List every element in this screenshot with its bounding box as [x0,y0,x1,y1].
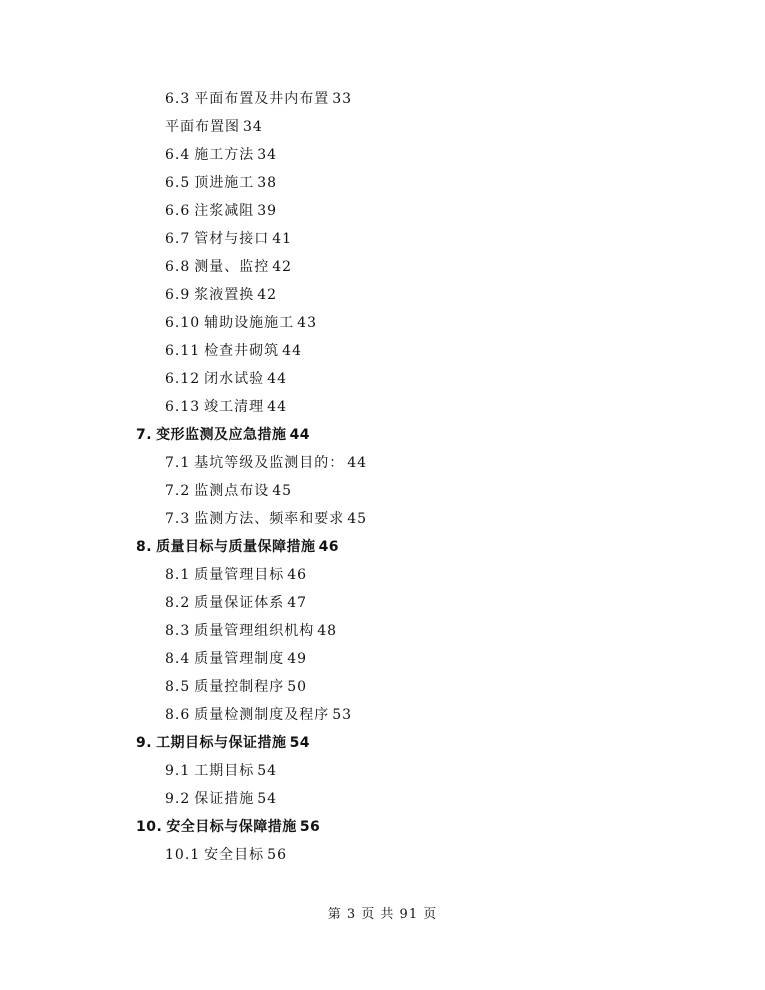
toc-entry-number: 6.9 [165,287,191,303]
toc-entry-title: 平面布置图 [165,119,240,135]
toc-entry-number: 6.5 [165,175,191,191]
toc-entry-number: 8.2 [165,595,191,611]
toc-entry-number: 7.1 [165,455,191,471]
toc-entry-number: 8.1 [165,567,191,583]
toc-entry-number: 9.2 [165,791,191,807]
toc-entry-number: 7.3 [165,511,191,527]
toc-section-entry[interactable] [165,147,277,163]
toc-entry-number: 8.6 [165,707,191,723]
toc-section-entry[interactable] [165,343,302,359]
toc-entry-title: 竣工清理 [204,399,265,415]
toc-section-entry[interactable] [165,483,292,499]
toc-entry-number: 10. [136,819,163,835]
toc-entry-number: 6.3 [165,91,191,107]
toc-section-entry[interactable] [165,763,277,779]
toc-section-entry[interactable] [165,371,287,387]
toc-entry-page-number: 39 [257,203,278,219]
toc-entry-page-number: 38 [257,175,278,191]
toc-entry-title: 质量管理目标 [194,567,285,583]
toc-section-entry[interactable] [165,651,307,667]
toc-entry-page-number: 56 [299,819,321,835]
toc-entry-title: 质量管理制度 [194,651,285,667]
toc-entry-page-number: 45 [272,483,293,499]
toc-entry-title: 管材与接口 [194,231,270,247]
toc-entry-title: 监测方法、频率和要求 [194,511,345,527]
toc-entry-number: 8.5 [165,679,191,695]
toc-entry-page-number: 54 [257,763,278,779]
toc-entry-number: 6.4 [165,147,191,163]
toc-entry-page-number: 49 [287,651,308,667]
toc-entry-page-number: 54 [257,791,278,807]
toc-entry-title: 施工方法 [194,147,255,163]
toc-section-entry[interactable] [165,231,292,247]
toc-entry-number: 6.7 [165,231,191,247]
toc-entry-title: 工期目标与保证措施 [156,735,287,751]
toc-entry-page-number: 34 [243,119,263,135]
toc-chapter-entry[interactable] [136,539,339,555]
toc-entry-page-number: 44 [267,399,287,415]
toc-section-entry[interactable] [165,567,307,583]
toc-entry-page-number: 46 [287,567,308,583]
toc-entry-number: 6.11 [165,343,201,359]
toc-entry-number: 8.3 [165,623,191,639]
toc-entry-title: 安全目标 [204,847,265,863]
toc-entry-number: 6.8 [165,259,191,275]
toc-entry-number: 6.10 [165,315,201,331]
toc-section-entry[interactable] [165,399,287,415]
toc-section-entry[interactable] [165,847,287,863]
toc-entry-page-number: 54 [289,735,311,751]
toc-entry-title: 安全目标与保障措施 [166,819,297,835]
toc-entry-page-number: 42 [257,287,278,303]
toc-entry-title: 监测点布设 [194,483,270,499]
toc-entry-title: 质量管理组织机构 [194,623,315,639]
toc-entry-title: 变形监测及应急措施 [156,427,287,443]
toc-entry-title: 闭水试验 [204,371,265,387]
toc-entry-title: 保证措施 [194,791,255,807]
toc-entry-page-number: 45 [347,511,368,527]
toc-entry-title: 质量控制程序 [194,679,285,695]
toc-entry-title: 质量保证体系 [194,595,285,611]
toc-section-entry[interactable] [165,511,367,527]
toc-chapter-entry[interactable] [136,427,310,443]
toc-entry-number: 6.13 [165,399,201,415]
toc-entry-number: 9. [136,735,153,751]
toc-entry-title: 质量目标与质量保障措施 [156,539,316,555]
toc-entry-page-number: 44 [267,371,287,387]
toc-entry-title: 工期目标 [194,763,255,779]
toc-section-entry[interactable] [165,455,367,471]
toc-section-entry[interactable] [165,791,277,807]
toc-section-entry[interactable] [165,707,352,723]
toc-entry-page-number: 44 [282,343,302,359]
toc-entry-title: 检查井砌筑 [204,343,280,359]
toc-entry-page-number: 46 [318,539,340,555]
toc-entry-number: 8. [136,539,153,555]
toc-entry-number: 7.2 [165,483,191,499]
toc-entry-page-number: 56 [267,847,287,863]
toc-entry-page-number: 34 [257,147,278,163]
toc-entry-title: 浆液置换 [194,287,255,303]
toc-section-entry[interactable] [165,119,263,135]
toc-entry-page-number: 44 [289,427,311,443]
toc-entry-number: 10.1 [165,847,201,863]
toc-section-entry[interactable] [165,175,277,191]
toc-section-entry[interactable] [165,315,317,331]
toc-entry-page-number: 44 [347,455,368,471]
toc-chapter-entry[interactable] [136,819,320,835]
toc-entry-page-number: 53 [332,707,353,723]
toc-entry-number: 9.1 [165,763,191,779]
toc-entry-page-number: 47 [287,595,308,611]
toc-entry-page-number: 43 [297,315,317,331]
toc-entry-page-number: 50 [287,679,308,695]
toc-section-entry[interactable] [165,287,277,303]
toc-entry-title: 顶进施工 [194,175,255,191]
toc-section-entry[interactable] [165,595,307,611]
toc-entry-title: 测量、监控 [194,259,270,275]
toc-entry-title: 注浆减阻 [194,203,255,219]
toc-entry-page-number: 33 [332,91,353,107]
page-footer: 第 3 页 共 91 页 [327,907,438,922]
toc-entry-title: 基坑等级及监测目的： [194,455,345,471]
toc-entry-number: 6.12 [165,371,201,387]
toc-section-entry[interactable] [165,259,292,275]
toc-entry-number: 7. [136,427,153,443]
toc-entry-number: 8.4 [165,651,191,667]
toc-entry-title: 辅助设施施工 [204,315,295,331]
toc-entry-title: 质量检测制度及程序 [194,707,330,723]
toc-section-entry[interactable] [165,91,352,107]
toc-entry-page-number: 48 [317,623,338,639]
toc-section-entry[interactable] [165,623,337,639]
toc-entry-page-number: 41 [272,231,293,247]
toc-entry-title: 平面布置及井内布置 [194,91,330,107]
toc-entry-number: 6.6 [165,203,191,219]
toc-chapter-entry[interactable] [136,735,310,751]
toc-section-entry[interactable] [165,203,277,219]
toc-entry-page-number: 42 [272,259,293,275]
toc-section-entry[interactable] [165,679,307,695]
